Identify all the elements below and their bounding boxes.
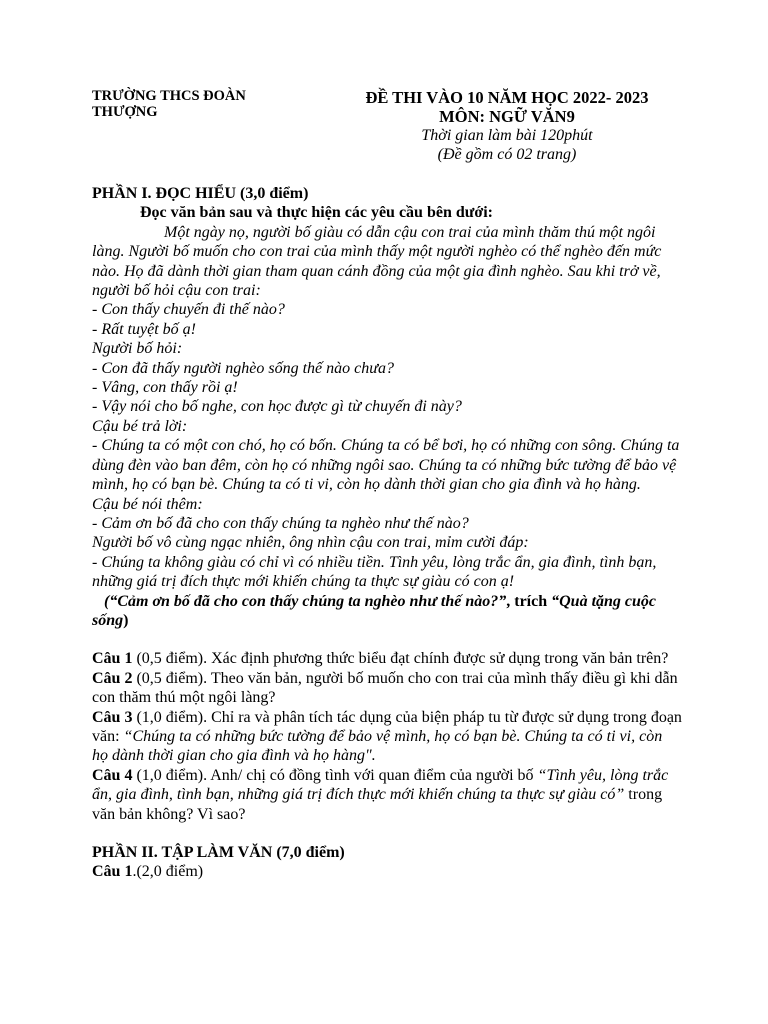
question-3	[92, 708, 682, 766]
exam-heading-block	[317, 88, 697, 164]
question-text: (1,0 điểm). Chỉ ra và phân tích tác dụng của biện pháp tu từ được sử dụng trong đoạn văn:	[92, 708, 682, 745]
question-text: .(2,0 điểm)	[132, 863, 204, 881]
part2-question-1	[92, 862, 682, 881]
question-text: (0,5 điểm). Theo văn bản, người bố muốn cho con trai của mình thấy điều gì khi dẫn con thăm thú một ngôi làng?	[92, 669, 678, 707]
exam-subject: MÔN: NGỮ VĂN9	[439, 107, 575, 126]
source-end: )	[123, 611, 129, 629]
question-2	[92, 669, 682, 708]
question-quote: “Chúng ta có những bức tường để bảo vệ mình, họ có bạn bè. Chúng ta có ti vi, còn họ dành thời gian cho gia đình và họ hàng".	[92, 727, 663, 765]
passage-line: - Vậy nói cho bố nghe, con học được gì từ chuyến đi này?	[92, 398, 462, 416]
spacer	[92, 824, 682, 843]
part1-heading: PHẦN I. ĐỌC HIỂU (3,0 điểm)	[92, 185, 309, 202]
passage-source	[92, 592, 682, 631]
passage-paragraph: Một ngày nọ, người bố giàu có dẫn cậu con trai của mình thăm thú một ngôi làng. Người bố muốn cho con trai của mình thấy một người nghèo có thể nghèo đến mức nào. Họ đã dành thời gian tham quan cánh đồng của một gia đình nghèo. Sau khi trở về, người bố hỏi cậu con trai:	[92, 223, 662, 300]
reading-instruction: Đọc văn bản sau và thực hiện các yêu cầu bên dưới:	[140, 204, 493, 222]
question-label: Câu 1	[92, 650, 133, 668]
passage-line: - Chúng ta không giàu có chỉ vì có nhiều tiền. Tình yêu, lòng trắc ẩn, gia đình, tình bạn, những giá trị đích thực mới khiến chúng ta thực sự giàu có con ạ!	[92, 553, 657, 591]
source-quote: (“Cảm ơn bố đã cho con thấy chúng ta nghèo như thế nào?”	[104, 592, 507, 610]
question-quote: “Tình yêu, lòng trắc ẩn, gia đình, tình bạn, những giá trị đích thực mới khiến chúng ta thực sự giàu có”	[92, 766, 669, 804]
question-label: Câu 2	[92, 669, 133, 687]
part2-heading: PHẦN II. TẬP LÀM VĂN (7,0 điểm)	[92, 844, 345, 861]
question-label: Câu 3	[92, 708, 133, 726]
passage-line: Cậu bé nói thêm:	[92, 495, 203, 513]
school-name: TRƯỜNG THCS ĐOÀN THƯỢNG	[92, 88, 246, 120]
passage-line: - Con thấy chuyến đi thế nào?	[92, 301, 285, 319]
passage-line: - Vâng, con thấy rồi ạ!	[92, 379, 238, 397]
spacer	[92, 630, 682, 649]
question-4	[92, 766, 682, 824]
exam-body	[92, 184, 682, 882]
passage-line: - Chúng ta có một con chó, họ có bốn. Chúng ta có bể bơi, họ có những con sông. Chúng ta dùng đèn vào ban đêm, còn họ có những ngôi sao. Chúng ta có những bức tường để bảo vệ mình, họ có bạn bè. Chúng ta có ti vi, còn họ dành thời gian cho gia đình và họ hàng.	[92, 437, 680, 494]
exam-page-count: (Đề gồm có 02 trang)	[437, 146, 577, 163]
passage-line: - Con đã thấy người nghèo sống thế nào chưa?	[92, 359, 394, 377]
passage-line: - Rất tuyệt bố ạ!	[92, 320, 196, 338]
passage-line: Người bố hỏi:	[92, 340, 183, 358]
question-label: Câu 4	[92, 766, 133, 784]
question-text-end: trong văn bản không? Vì sao?	[92, 786, 663, 823]
exam-title: ĐỀ THI VÀO 10 NĂM HỌC 2022- 2023	[365, 88, 649, 107]
reading-passage	[92, 223, 682, 592]
exam-header	[92, 88, 708, 168]
passage-line: - Cảm ơn bố đã cho con thấy chúng ta nghèo như thế nào?	[92, 514, 469, 532]
question-1	[92, 649, 682, 668]
question-text: (0,5 điểm). Xác định phương thức biểu đạt chính được sử dụng trong văn bản trên?	[132, 650, 669, 668]
source-book: “Quà tặng cuộc sống	[92, 592, 657, 629]
question-label: Câu 1	[92, 863, 133, 881]
question-text: (1,0 điểm). Anh/ chị có đồng tình với quan điểm của người bố	[132, 766, 538, 784]
passage-line: Người bố vô cùng ngạc nhiên, ông nhìn cậu con trai, mỉm cười đáp:	[92, 534, 529, 552]
source-mid: , trích	[506, 592, 552, 610]
exam-time: Thời gian làm bài 120phút	[421, 127, 593, 144]
passage-line: Cậu bé trả lời:	[92, 417, 188, 435]
